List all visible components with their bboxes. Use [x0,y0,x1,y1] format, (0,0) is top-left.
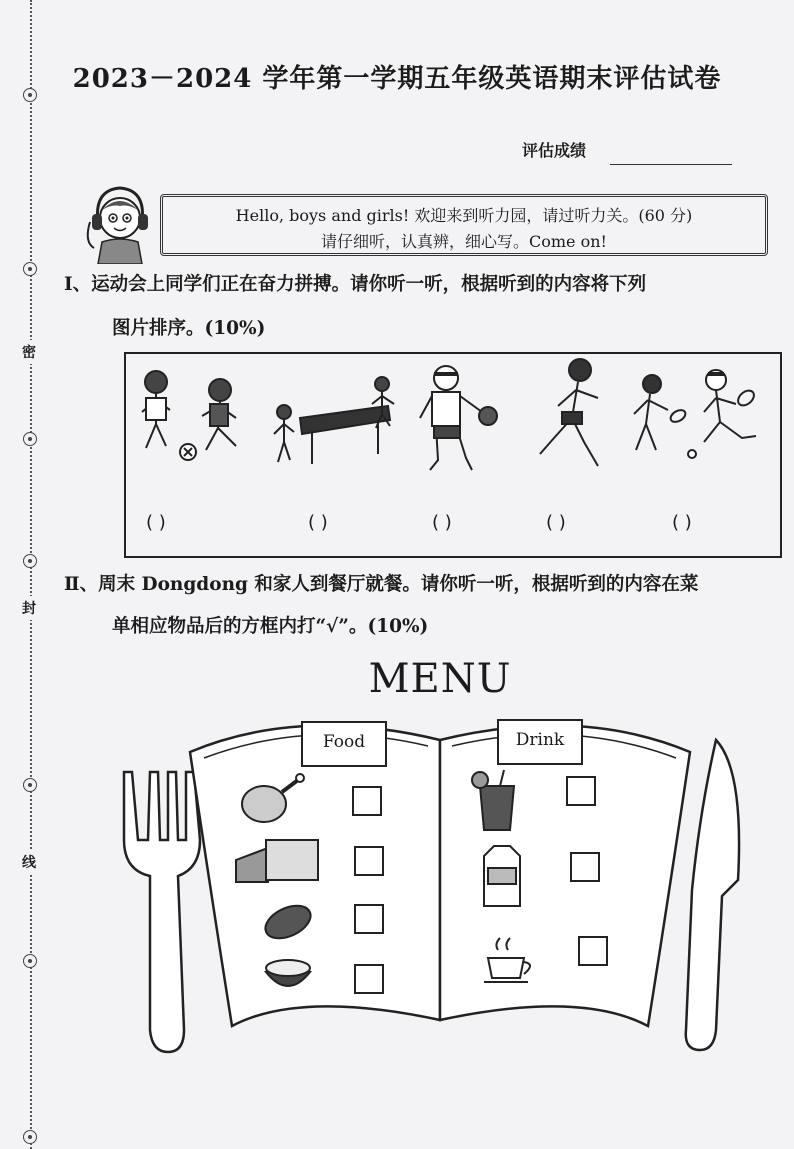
basketball-picture [420,366,497,470]
binding-char-xian: 线 [22,850,36,874]
score-label: 评估成绩 [522,141,587,160]
menu-illustration [0,700,794,1060]
binding-hole [23,1130,37,1144]
drink-checkbox-milk[interactable] [570,852,600,882]
section-1-text: 、运动会上同学们正在奋力拼搏。请你听一听，根据听到的内容将下列 [72,274,647,295]
binding-hole [23,432,37,446]
answer-paren-1[interactable]: ( ) [146,512,166,533]
tab-food: Food [322,732,366,752]
milk-icon [484,846,520,906]
drink-checkbox-juice[interactable] [566,776,596,806]
tab-drink: Drink [515,730,565,750]
food-checkbox-bread[interactable] [354,846,384,876]
binding-hole [23,554,37,568]
answer-paren-2[interactable]: ( ) [308,512,328,533]
page-title: 2023－2024 学年第一学期五年级英语期末评估试卷 [72,64,722,94]
table-tennis-picture [274,377,394,464]
food-checkbox-rice[interactable] [354,964,384,994]
section-2-text-cont: 单相应物品后的方框内打“√”。(10%) [112,616,429,637]
section-1-heading [64,266,646,304]
section-1-text-cont: 图片排序。(10%) [112,318,266,339]
binding-char-feng: 封 [22,596,36,620]
food-checkbox-chicken[interactable] [352,786,382,816]
girl-headphones-icon [84,182,156,264]
running-picture [540,359,598,466]
tennis-picture [634,370,757,458]
section-2-heading [64,566,698,604]
answer-paren-4[interactable]: ( ) [546,512,566,533]
food-checkbox-sausage[interactable] [354,904,384,934]
drink-checkbox-tea[interactable] [578,936,608,966]
section-2-text: 、周末 Dongdong 和家人到餐厅就餐。请你听一听，根据听到的内容在菜 [79,574,699,595]
section-1-number: Ⅰ [64,274,73,295]
intro-banner [160,194,768,256]
fork-icon [124,772,200,1052]
binding-hole [23,262,37,276]
binding-char-mi: 密 [22,340,36,364]
menu-title: MENU [368,656,512,702]
answer-paren-3[interactable]: ( ) [432,512,452,533]
banner-line-2: 请仔细听，认真辨，细心写。Come on! [321,232,607,251]
score-blank[interactable] [610,164,732,165]
section-2-number: Ⅱ [64,574,80,595]
knife-icon [686,740,739,1050]
football-picture [142,371,236,460]
banner-line-1: Hello, boys and girls! 欢迎来到听力园，请过听力关。(60 分) [235,206,693,225]
answer-paren-5[interactable]: ( ) [672,512,692,533]
